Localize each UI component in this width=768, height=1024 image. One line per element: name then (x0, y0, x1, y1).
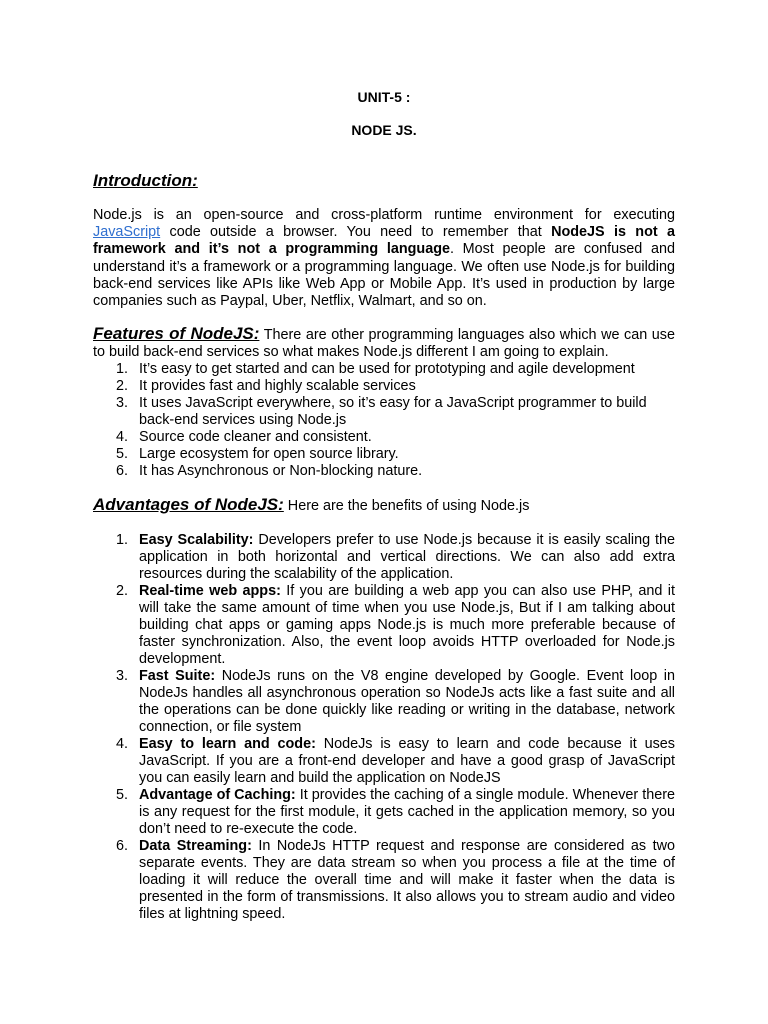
advantage-item (93, 668, 675, 736)
feature-item (93, 378, 675, 395)
advantage-text: NodeJs runs on the V8 engine developed by Google. Event loop in NodeJs handles all asynchronous operation so NodeJs acts like a fast suite and all the operations can be done quickly like reading or writing in the database, network connection, or file system (139, 668, 675, 735)
advantage-item (93, 532, 675, 583)
advantage-number: 2. (116, 583, 129, 599)
advantage-item (93, 787, 675, 838)
advantage-item (93, 838, 675, 923)
advantage-title: Real-time web apps: (139, 583, 281, 599)
introduction-paragraph (93, 207, 675, 310)
feature-item (93, 395, 675, 429)
advantage-title: Data Streaming: (139, 838, 252, 854)
feature-item (93, 463, 675, 480)
feature-number: 3. (116, 395, 129, 411)
feature-number: 2. (116, 378, 129, 394)
advantage-title: Easy Scalability: (139, 532, 254, 548)
feature-number: 6. (116, 463, 129, 479)
javascript-link[interactable]: JavaScript (93, 224, 161, 241)
introduction-heading: Introduction: (93, 171, 198, 190)
feature-item (93, 361, 675, 378)
feature-text: It’s easy to get started and can be used for prototyping and agile development (139, 361, 635, 377)
features-lead (93, 325, 675, 361)
feature-number: 1. (116, 361, 129, 377)
advantage-title: Advantage of Caching: (139, 787, 296, 803)
feature-text: Large ecosystem for open source library. (139, 446, 399, 462)
feature-item (93, 446, 675, 463)
advantage-text: Developers prefer to use Node.js because it is easily scaling the application in both horizontal and vertical directions. We can also add extra resources during the scalability of the application. (139, 532, 675, 582)
feature-number: 5. (116, 446, 129, 462)
advantages-heading-line (93, 495, 529, 515)
intro-text-1: Node.js is an open-source and cross-platform runtime environment for executing (93, 207, 675, 223)
intro-bold-statement: NodeJS is not a framework and it’s not a programming language (93, 224, 675, 258)
intro-text-3: . Most people are confused and understand it’s a framework or a programming language. We often use Node.js for building back-end services like APIs like Web App or Mobile App. It’s used in production by large companies such as Paypal, Uber, Netflix, Walmart, and so on. (93, 241, 676, 310)
intro-text-2: code outside a browser. You need to remember that (160, 224, 552, 241)
advantages-lead-text: Here are the benefits of using Node.js (283, 498, 530, 514)
advantage-text: In NodeJs HTTP request and response are considered as two separate events. They are data stream so when you process a file at the time of loading it will reduce the overall time and will make it faster when the data is presented in the form of transmissions. It also allows you to stream audio and video files at lightning speed. (139, 838, 675, 922)
advantages-heading: Advantages of NodeJS: (93, 495, 284, 514)
advantage-number: 6. (116, 838, 129, 854)
feature-text: Source code cleaner and consistent. (139, 429, 372, 445)
feature-text: It provides fast and highly scalable services (139, 378, 416, 394)
advantage-number: 3. (116, 668, 129, 684)
advantages-list (93, 532, 675, 923)
advantage-title: Fast Suite: (139, 668, 216, 684)
features-list (93, 361, 675, 480)
advantage-text: It provides the caching of a single module. Whenever there is any request for the first module, it gets cached in the application memory, so you don’t need to re-execute the code. (139, 787, 675, 837)
feature-text: It uses JavaScript everywhere, so it’s easy for a JavaScript programmer to build back-end services using Node.js (139, 395, 647, 428)
advantage-text: NodeJs is easy to learn and code because it uses JavaScript. If you are a front-end developer and have a good grasp of JavaScript you can easily learn and build the application on NodeJS (139, 736, 675, 786)
feature-item (93, 429, 675, 446)
features-heading: Features of NodeJS: (93, 324, 260, 343)
advantage-title: Easy to learn and code: (139, 736, 316, 752)
advantage-item (93, 583, 675, 668)
features-lead-text: There are other programming languages also which we can use to build back-end services so what makes Node.js different I am going to explain. (93, 327, 676, 360)
features-section (93, 325, 675, 480)
advantage-item (93, 736, 675, 787)
advantage-number: 5. (116, 787, 129, 803)
advantage-number: 1. (116, 532, 129, 548)
document-title: NODE JS. (351, 122, 417, 138)
advantage-text: If you are building a web app you can also use PHP, and it will take the same amount of time when you use Node.js, But if I am talking about building chat apps or gaming apps Node.js is much more preferable because of faster synchronization. Also, the event loop avoids HTTP overloaded for Node.js development. (139, 583, 675, 667)
feature-text: It has Asynchronous or Non-blocking nature. (139, 463, 423, 479)
advantage-number: 4. (116, 736, 129, 752)
unit-label: UNIT-5 : (357, 89, 411, 105)
feature-number: 4. (116, 429, 129, 445)
